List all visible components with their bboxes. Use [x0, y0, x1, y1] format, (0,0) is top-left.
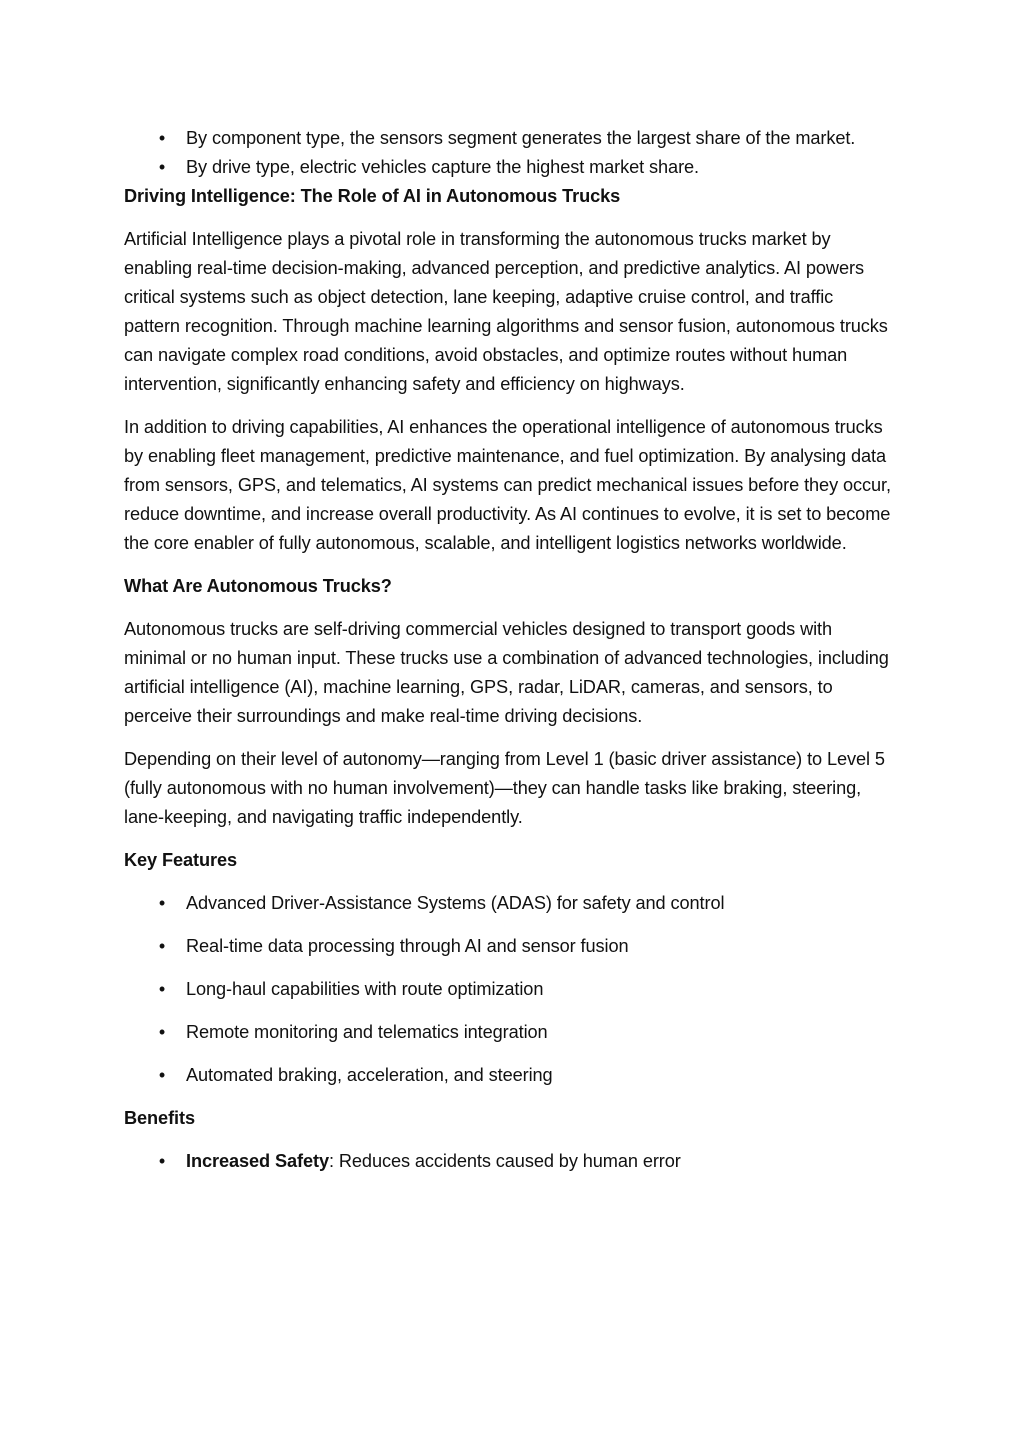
- section-heading-what-are-autonomous-trucks: What Are Autonomous Trucks?: [124, 576, 392, 596]
- list-item-text: By drive type, electric vehicles capture the highest market share.: [186, 157, 699, 177]
- section-heading-ai-role: Driving Intelligence: The Role of AI in Autonomous Trucks: [124, 186, 621, 206]
- list-item-text: By component type, the sensors segment generates the largest share of the market.: [186, 128, 856, 148]
- section-heading-key-features: Key Features: [124, 850, 238, 870]
- benefit-term: Increased Safety: [186, 1151, 329, 1171]
- bullet-icon: •: [158, 1022, 166, 1042]
- key-features-list: [124, 889, 894, 1090]
- document-page: [124, 124, 894, 1190]
- list-item-text: Advanced Driver-Assistance Systems (ADAS) for safety and control: [186, 893, 725, 913]
- list-item: [124, 889, 894, 918]
- bullet-icon: •: [158, 936, 166, 956]
- section-heading-benefits: Benefits: [124, 1108, 195, 1128]
- list-item: [124, 1018, 894, 1047]
- list-item-text: Long-haul capabilities with route optimization: [186, 979, 544, 999]
- list-item: [124, 153, 894, 182]
- bullet-icon: •: [158, 157, 166, 177]
- list-item: [124, 975, 894, 1004]
- paragraph: Artificial Intelligence plays a pivotal role in transforming the autonomous trucks market by enabling real-time decision-making, advanced perception, and predictive analytics. AI powers critical systems such as object detection, lane keeping, adaptive cruise control, and traffic pattern recognition. Through machine learning algorithms and sensor fusion, autonomous trucks can navigate complex road conditions, avoid obstacles, and optimize routes without human intervention, significantly enhancing safety and efficiency on highways.: [124, 229, 888, 394]
- benefit-description: : Reduces accidents caused by human error: [328, 1151, 681, 1171]
- bullet-icon: •: [158, 979, 166, 999]
- paragraph: Autonomous trucks are self-driving commercial vehicles designed to transport goods with minimal or no human input. These trucks use a combination of advanced technologies, including artificial intelligence (AI), machine learning, GPS, radar, LiDAR, cameras, and sensors, to perceive their surroundings and make real-time driving decisions.: [124, 619, 889, 726]
- list-item-text: Real-time data processing through AI and sensor fusion: [186, 936, 629, 956]
- paragraph: In addition to driving capabilities, AI enhances the operational intelligence of autonomous trucks by enabling fleet management, predictive maintenance, and fuel optimization. By analysing data from sensors, GPS, and telematics, AI systems can predict mechanical issues before they occur, reduce downtime, and increase overall productivity. As AI continues to evolve, it is set to become the core enabler of fully autonomous, scalable, and intelligent logistics networks worldwide.: [124, 417, 891, 553]
- list-item: [124, 1061, 894, 1090]
- list-item: [124, 124, 894, 153]
- list-item-text: Remote monitoring and telematics integration: [186, 1022, 548, 1042]
- intro-bullet-list: [124, 124, 894, 182]
- list-item: [124, 932, 894, 961]
- bullet-icon: •: [158, 1151, 166, 1171]
- bullet-icon: •: [158, 128, 166, 148]
- list-item-text: Automated braking, acceleration, and steering: [186, 1065, 553, 1085]
- list-item: [124, 1147, 894, 1176]
- benefits-list: [124, 1147, 894, 1176]
- paragraph: Depending on their level of autonomy—ranging from Level 1 (basic driver assistance) to Level 5 (fully autonomous with no human involvement)—they can handle tasks like braking, steering, lane-keeping, and navigating traffic independently.: [124, 749, 885, 827]
- bullet-icon: •: [158, 1065, 166, 1085]
- bullet-icon: •: [158, 893, 166, 913]
